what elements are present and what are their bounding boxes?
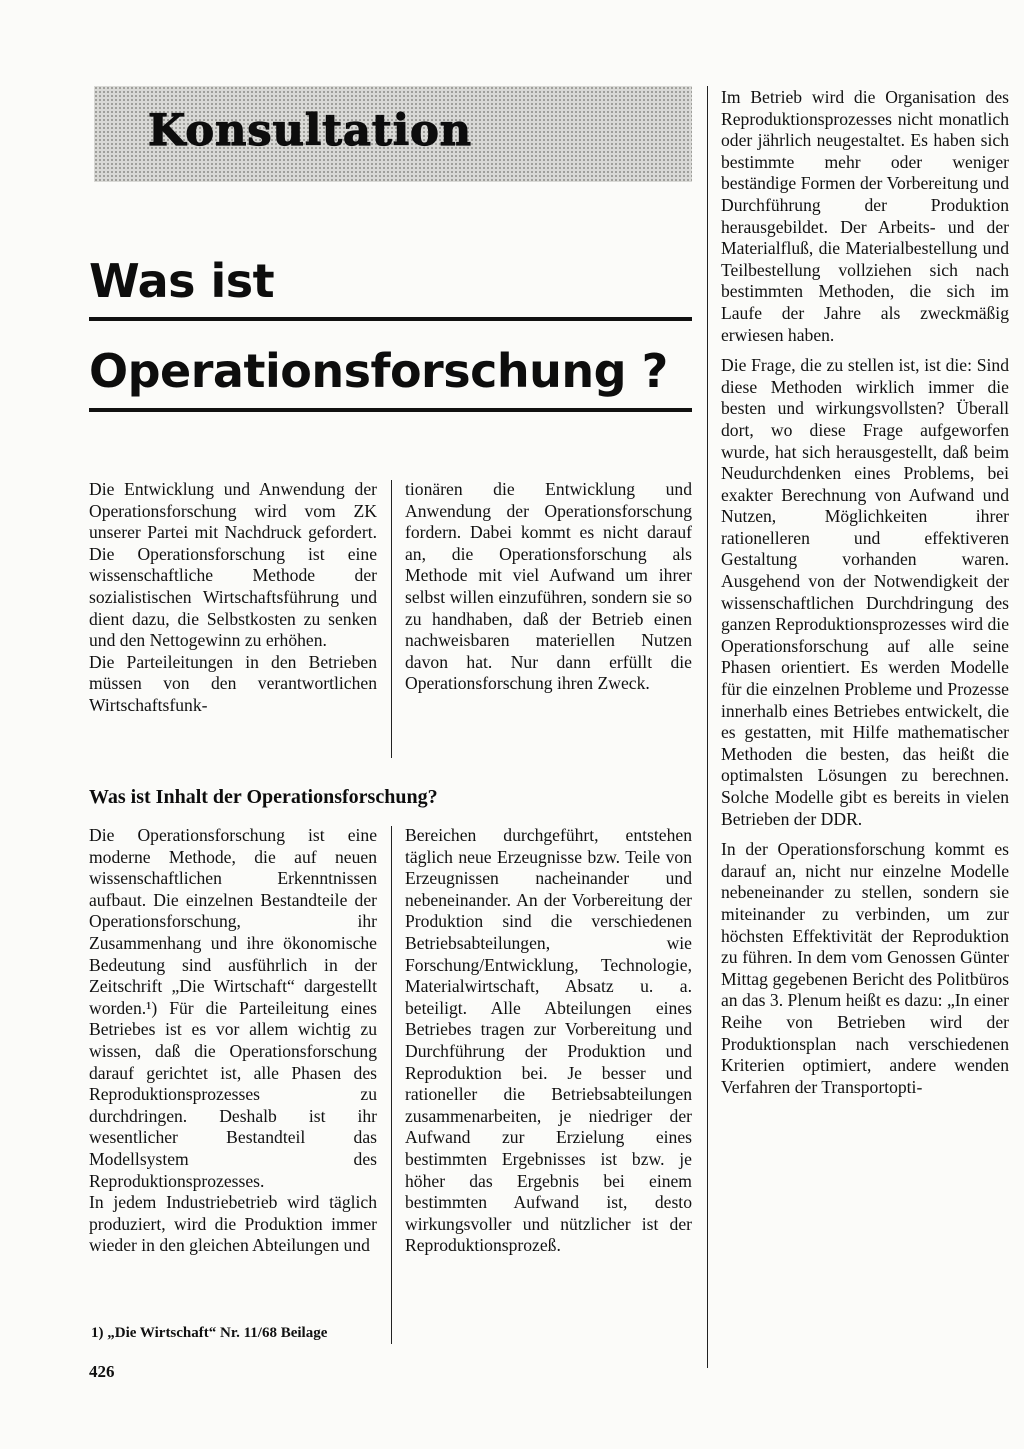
section-column-1 [89, 825, 377, 1257]
headline-rule-top [89, 317, 692, 321]
section-paragraph-2: In jedem Industriebetrieb wird täglich produziert, wird die Produktion immer wieder in den gleichen Abteilungen und [89, 1192, 377, 1256]
page-number: 426 [89, 1362, 115, 1381]
right-paragraph-1: Im Betrieb wird die Organisation des Reproduktionsprozesses nicht monatlich oder jährlich neugestaltet. Es haben sich bestimmte mehr oder weniger beständige Formen der Vorbereitung und Durchführung der Produktion herausgebildet. Der Arbeits- und der Materialfluß, die Materialbestellung und Teilbestellung vollziehen sich nach bestimmten Methoden, die sich im Laufe der Jahre als zweckmäßig erwiesen haben. [721, 87, 1009, 345]
footnote [91, 1325, 391, 1342]
headline-line-2: Operationsforschung ? [89, 344, 668, 398]
footnote-text: „Die Wirtschaft“ Nr. 11/68 Beilage [107, 1325, 328, 1341]
column-divider [391, 480, 392, 758]
intro-paragraph-3: tionären die Entwicklung und Anwendung der Operationsforschung fordern. Dabei kommt es nicht darauf an, die Operationsforschung als Methode mit viel Aufwand um ihrer selbst willen einzuführen, sondern sie so zu handhaben, daß der Betrieb einen nachweisbaren materiellen Nutzen davon hat. Nur dann erfüllt die Operationsforschung ihren Zweck. [405, 479, 692, 694]
column-divider-right [707, 86, 708, 1368]
right-column [721, 87, 1009, 1098]
section-heading: Was ist Inhalt der Operationsforschung? [89, 786, 438, 808]
footnote-marker: 1) [91, 1325, 104, 1341]
section-paragraph-3: Bereichen durchgeführt, entstehen täglich neue Erzeugnisse bzw. Teile von Erzeugnissen nacheinander und nebeneinander. An der Vorbereitung der Produktion sind die verschiedenen Betriebsabteilungen, wie Forschung/Entwicklung, Technologie, Materialwirtschaft, Absatz u. a. beteiligt. Alle Abteilungen eines Betriebes tragen zur Vorbereitung und Durchführung der Produktion und Reproduktion bei. Je besser und rationeller die Betriebsabteilungen zusammenarbeiten, je niedriger der Aufwand zur Erzielung eines bestimmten Ergebnisses ist bzw. je höher das Ergebnis bei einem bestimmten Aufwand ist, desto wirkungsvoller und nützlicher ist der Reproduktionsprozeß. [405, 825, 692, 1256]
right-paragraph-3: In der Operationsforschung kommt es darauf an, nicht nur einzelne Modelle nebeneinander zu stellen, sondern sie miteinander zu verbinden, um zur höchsten Effektivität der Reproduktion zu führen. In dem vom Genossen Günter Mittag gegebenen Bericht des Politbüros an das 3. Plenum heißt es dazu: „In einer Reihe von Betrieben wird der Produktionsplan nach verschiedenen Kriterien optimiert, andere wenden Verfahren der Transportopti- [721, 839, 1009, 1097]
intro-paragraph-1: Die Entwicklung und Anwendung der Operationsforschung wird vom ZK unserer Partei mit Nachdruck gefordert. Die Operationsforschung ist eine wissenschaftliche Methode der sozialistischen Wirtschaftsführung und dient dazu, die Selbstkosten zu senken und den Nettogewinn zu erhöhen. [89, 479, 377, 651]
section-column-2 [405, 825, 692, 1257]
column-divider [391, 826, 392, 1344]
headline-line-1: Was ist [89, 254, 275, 308]
section-paragraph-1: Die Operationsforschung ist eine moderne Methode, die auf neuen wissenschaftlichen Erkenntnissen aufbaut. Die einzelnen Bestandteile der Operationsforschung, ihr Zusammenhang und ihre ökonomische Bedeutung sind ausführlich in der Zeitschrift „Die Wirtschaft“ dargestellt worden.¹) Für die Parteileitung eines Betriebes ist es vor allem wichtig zu wissen, daß die Operationsforschung darauf gerichtet ist, alle Phasen des Reproduktionsprozesses zu durchdringen. Deshalb ist ihr wesentlicher Bestandteil das Modellsystem des Reproduktionsprozesses. [89, 825, 377, 1191]
intro-column-2 [405, 479, 692, 695]
section-banner-title: Konsultation [148, 106, 473, 156]
intro-paragraph-2: Die Parteileitungen in den Betrieben müssen von den verantwortlichen Wirtschaftsfunk- [89, 651, 377, 715]
intro-column-1 [89, 479, 377, 717]
headline-rule-bottom [89, 408, 692, 412]
right-paragraph-2: Die Frage, die zu stellen ist, ist die: Sind diese Methoden wirklich immer die besten und wirkungsvollsten? Überall dort, wo diese Frage aufgeworfen wurde, hat sich herausgestellt, daß beim Neudurchdenken eines Problems, bei exakter Berechnung von Aufwand und Nutzen, Möglichkeiten ihrer rationelleren und effektiveren Gestaltung vorhanden waren. Ausgehend von der Notwendigkeit der wissenschaftlichen Durchdringung des ganzen Reproduktionsprozesses wird die Operationsforschung auf alle seine Phasen orientiert. Es werden Modelle für die einzelnen Probleme und Prozesse innerhalb eines Betriebes entwickelt, die es gestatten, mit Hilfe mathematischer Methoden die besten, das heißt die optimalsten Lösungen zu berechnen. Solche Modelle gibt es bereits in vielen Betrieben der DDR. [721, 355, 1009, 829]
